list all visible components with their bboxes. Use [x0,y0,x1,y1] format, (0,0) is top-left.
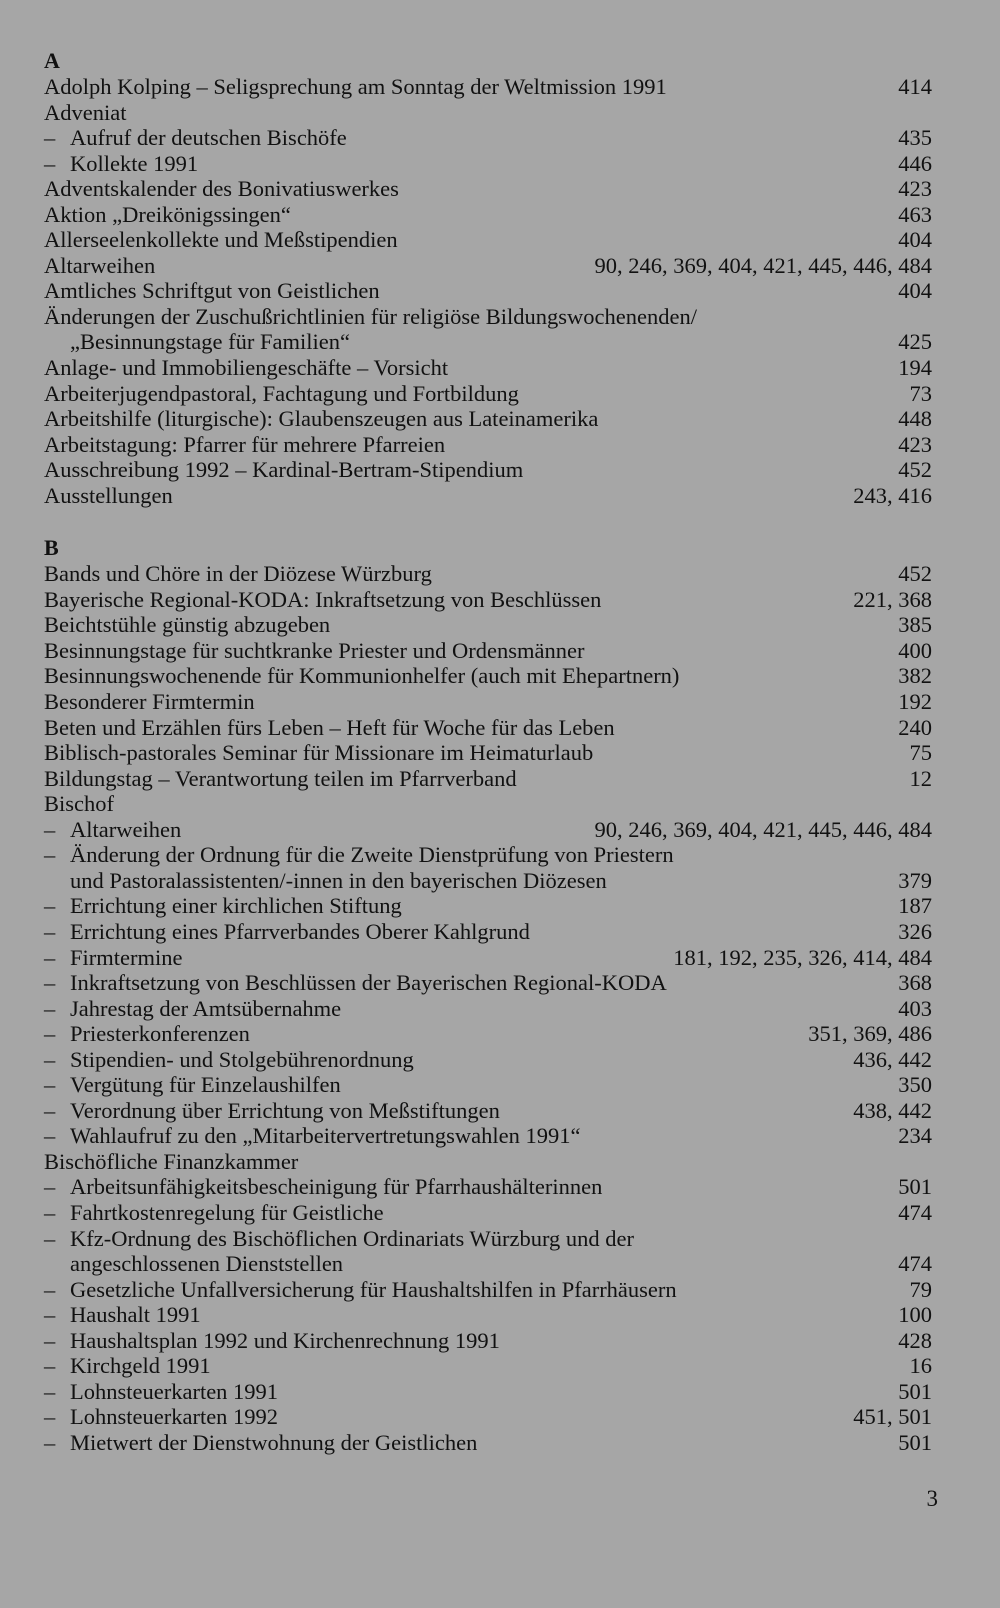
index-entry [44,457,932,483]
index-entry [44,227,932,253]
entry-pages: 501 [898,1378,932,1404]
index-entry [44,432,932,458]
entry-title: Errichtung eines Pfarrverbandes Oberer Kahlgrund [70,918,530,944]
entry-pages: 474 [898,1251,932,1277]
entry-title: Aufruf der deutschen Bischöfe [70,125,347,151]
entry-title: Bischöfliche Finanzkammer [44,1148,299,1174]
subentry-dash: – [44,893,56,919]
entry-title: Mietwert der Dienstwohnung der Geistlichen [70,1429,478,1455]
entry-pages: 428 [898,1327,932,1353]
entry-pages: 436, 442 [853,1046,932,1072]
entry-title: Amtliches Schriftgut von Geistlichen [44,278,380,304]
continuation-indent [44,329,70,355]
entry-title: Bands und Chöre in der Diözese Würzburg [44,561,432,587]
entry-title: Ausschreibung 1992 – Kardinal-Bertram-Stipendium [44,457,524,483]
entry-title: Adventskalender des Bonivatiuswerkes [44,176,399,202]
entry-pages [920,100,932,126]
entry-pages: 194 [898,355,932,381]
section-letter: B [44,535,59,561]
section-letter: A [44,48,60,73]
subentry-dash: – [44,1302,56,1328]
entry-pages: 446 [898,150,932,176]
entry-title: Stipendien- und Stolgebührenordnung [70,1046,414,1072]
subentry-dash: – [44,816,56,842]
index-entry [44,1430,932,1456]
entry-title: Lohnsteuerkarten 1991 [70,1378,279,1404]
index-entry [44,1072,932,1098]
entry-pages: 73 [909,380,932,406]
subentry-dash: – [44,1225,56,1251]
entry-title: Beten und Erzählen fürs Leben – Heft für Woche für das Leben [44,714,615,740]
entry-pages: 100 [898,1302,932,1328]
index-entry [44,663,932,689]
index-entry [44,355,932,381]
index-entry [44,1251,932,1277]
entry-title: Gesetzliche Unfallversicherung für Haushaltshilfen in Pfarrhäusern [70,1276,677,1302]
entry-title: „Besinnungstage für Familien“ [70,329,350,355]
entry-title: Wahlaufruf zu den „Mitarbeitervertretungswahlen 1991“ [70,1123,581,1149]
entry-title: Adveniat [44,99,127,125]
entry-pages: 243, 416 [853,482,932,508]
entry-title: Kfz-Ordnung des Bischöflichen Ordinariats Würzburg und der [70,1225,635,1251]
continuation-indent [44,868,70,894]
index-entry [44,1226,932,1252]
entry-title: Firmtermine [70,944,183,970]
entry-pages [920,304,932,330]
index-entry [44,1277,932,1303]
entry-pages [920,1226,932,1252]
index-entry [44,970,932,996]
subentry-dash: – [44,1378,56,1404]
index-entry [44,612,932,638]
entry-title: Haushalt 1991 [70,1302,201,1328]
index-entry [44,151,932,177]
entry-title: Anlage- und Immobiliengeschäfte – Vorsicht [44,355,449,381]
subentry-dash: – [44,1174,56,1200]
index-entry [44,996,932,1022]
entry-pages: 385 [898,612,932,638]
entry-title: Arbeiterjugendpastoral, Fachtagung und Fortbildung [44,380,519,406]
entry-pages: 452 [898,561,932,587]
index-entry [44,253,932,279]
entry-pages: 192 [898,689,932,715]
subentry-dash: – [44,1327,56,1353]
subentry-dash: – [44,1046,56,1072]
entry-pages: 400 [898,637,932,663]
entry-title: Altarweihen [44,252,156,278]
entry-title: Inkraftsetzung von Beschlüssen der Bayerischen Regional-KODA [70,970,667,996]
index-entry [44,278,932,304]
subentry-dash: – [44,944,56,970]
index-entry [44,817,932,843]
index-entry [44,1149,932,1175]
subentry-dash: – [44,1429,56,1455]
index-entry [44,1174,932,1200]
index-entry [44,125,932,151]
entry-title: Arbeitshilfe (liturgische): Glaubenszeugen aus Lateinamerika [44,406,599,432]
entry-pages: 379 [898,867,932,893]
entry-pages: 438, 442 [853,1097,932,1123]
entry-pages: 404 [898,278,932,304]
index-entry [44,945,932,971]
entry-title: Lohnsteuerkarten 1992 [70,1404,279,1430]
index-entry [44,483,932,509]
entry-title: Aktion „Dreikönigssingen“ [44,201,291,227]
entry-title: Vergütung für Einzelaushilfen [70,1072,341,1098]
entry-pages: 463 [898,201,932,227]
index-entry [44,715,932,741]
entry-pages: 382 [898,663,932,689]
entry-pages: 350 [898,1072,932,1098]
index-entry [44,638,932,664]
entry-pages: 75 [909,740,932,766]
entry-pages: 90, 246, 369, 404, 421, 445, 446, 484 [594,252,932,278]
entry-pages: 181, 192, 235, 326, 414, 484 [673,944,932,970]
entry-pages: 326 [898,918,932,944]
entry-pages: 12 [909,765,932,791]
index-entry [44,1098,932,1124]
entry-pages [920,1149,932,1175]
entry-pages: 474 [898,1199,932,1225]
entry-title: Bayerische Regional-KODA: Inkraftsetzung von Beschlüssen [44,586,602,612]
index-entry [44,689,932,715]
subentry-dash: – [44,1072,56,1098]
index-entry [44,74,932,100]
entry-title: Altarweihen [70,816,182,842]
entry-pages: 234 [898,1123,932,1149]
subentry-dash: – [44,150,56,176]
index-entry [44,791,932,817]
index-entry [44,381,932,407]
index-entry [44,329,932,355]
index-entry [44,176,932,202]
index-page [44,48,932,1455]
entry-title: Änderungen der Zuschußrichtlinien für religiöse Bildungswochenenden/ [44,303,697,329]
entry-title: und Pastoralassistenten/-innen in den bayerischen Diözesen [70,867,607,893]
entry-title: Bischof [44,791,114,817]
entry-pages: 79 [909,1276,932,1302]
subentry-dash: – [44,918,56,944]
entry-pages: 423 [898,176,932,202]
subentry-dash: – [44,1097,56,1123]
index-entry [44,1404,932,1430]
subentry-dash: – [44,125,56,151]
entry-title: Kollekte 1991 [70,150,199,176]
entry-pages: 221, 368 [853,586,932,612]
index-entry [44,1353,932,1379]
index-entry [44,868,932,894]
index-entry [44,561,932,587]
entry-pages: 187 [898,893,932,919]
entry-title: Biblisch-pastorales Seminar für Missionare im Heimaturlaub [44,740,594,766]
subentry-dash: – [44,1199,56,1225]
entry-pages: 501 [898,1174,932,1200]
index-entry [44,1200,932,1226]
entry-title: Allerseelenkollekte und Meßstipendien [44,227,398,253]
entry-title: angeschlossenen Dienststellen [70,1251,344,1277]
entry-title: Besonderer Firmtermin [44,689,255,715]
entry-pages: 240 [898,714,932,740]
index-entry [44,1021,932,1047]
index-entry [44,1328,932,1354]
entry-pages: 16 [909,1353,932,1379]
entry-title: Bildungstag – Verantwortung teilen im Pfarrverband [44,765,517,791]
entry-pages: 403 [898,995,932,1021]
entry-title: Verordnung über Errichtung von Meßstiftungen [70,1097,500,1123]
entry-pages [920,842,932,868]
section-gap [44,508,932,535]
entry-title: Jahrestag der Amtsübernahme [70,995,342,1021]
subentry-dash: – [44,1353,56,1379]
subentry-dash: – [44,1021,56,1047]
index-entry [44,1047,932,1073]
entry-pages: 451, 501 [853,1404,932,1430]
entry-title: Fahrtkostenregelung für Geistliche [70,1199,384,1225]
entry-title: Haushaltsplan 1992 und Kirchenrechnung 1991 [70,1327,500,1353]
subentry-dash: – [44,995,56,1021]
index-entry [44,842,932,868]
subentry-dash: – [44,842,56,868]
subentry-dash: – [44,970,56,996]
index-entry [44,740,932,766]
index-entry [44,1302,932,1328]
entry-pages: 501 [898,1429,932,1455]
entry-pages: 368 [898,970,932,996]
entry-title: Änderung der Ordnung für die Zweite Dienstprüfung von Priestern [70,842,674,868]
subentry-dash: – [44,1123,56,1149]
entry-title: Priesterkonferenzen [70,1021,250,1047]
index-entry [44,1123,932,1149]
entry-pages: 404 [898,227,932,253]
entry-title: Arbeitsunfähigkeitsbescheinigung für Pfarrhaushälterinnen [70,1174,603,1200]
entry-pages: 452 [898,457,932,483]
index-entry [44,202,932,228]
index-entry [44,919,932,945]
entry-pages: 423 [898,431,932,457]
entry-title: Ausstellungen [44,482,173,508]
entry-title: Errichtung einer kirchlichen Stiftung [70,893,402,919]
continuation-indent [44,1251,70,1277]
subentry-dash: – [44,1276,56,1302]
entry-pages: 425 [898,329,932,355]
entry-pages: 435 [898,125,932,151]
entry-title: Arbeitstagung: Pfarrer für mehrere Pfarreien [44,431,446,457]
entry-title: Besinnungswochenende für Kommunionhelfer (auch mit Ehepartnern) [44,663,680,689]
index-entry [44,766,932,792]
index-entry [44,406,932,432]
entry-pages: 448 [898,406,932,432]
index-entry [44,100,932,126]
page-number: 3 [926,1486,938,1511]
index-entry [44,893,932,919]
entry-pages [920,791,932,817]
subentry-dash: – [44,1404,56,1430]
entry-pages: 351, 369, 486 [808,1021,932,1047]
entry-title: Besinnungstage für suchtkranke Priester und Ordensmänner [44,637,585,663]
entry-pages: 414 [898,74,932,99]
entry-pages: 90, 246, 369, 404, 421, 445, 446, 484 [594,816,932,842]
entry-title: Adolph Kolping – Seligsprechung am Sonntag der Weltmission 1991 [44,74,667,99]
index-entry [44,587,932,613]
index-entry [44,304,932,330]
index-entry [44,1379,932,1405]
entry-title: Kirchgeld 1991 [70,1353,211,1379]
entry-title: Beichtstühle günstig abzugeben [44,612,331,638]
